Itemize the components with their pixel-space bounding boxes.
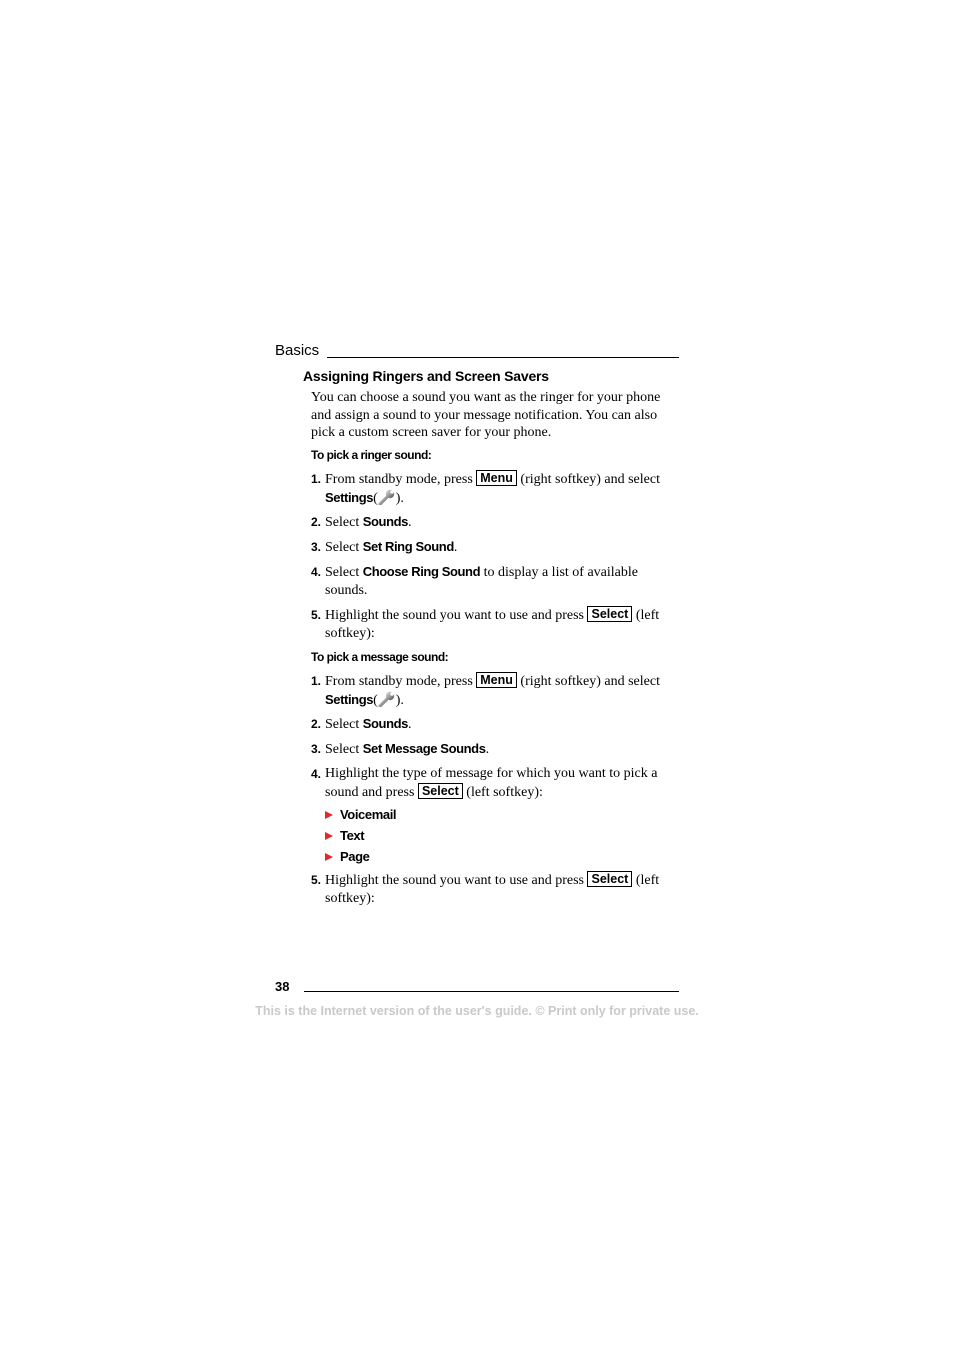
message-heading: To pick a message sound: [311, 650, 449, 664]
step-text: Select [325, 717, 360, 732]
option-voicemail [325, 806, 396, 823]
message-step-4 [311, 765, 681, 802]
select-key: Select [587, 606, 632, 622]
settings-label: Settings [325, 490, 374, 505]
footer-rule [304, 991, 679, 992]
step-number: 5. [311, 873, 322, 887]
step-number: 3. [311, 540, 322, 554]
step-text: (left softkey): [325, 873, 660, 906]
intro-paragraph: You can choose a sound you want as the ringer for your phone and assign a sound to your message notification. You can also pick a custom screen saver for your phone. [311, 390, 661, 440]
step-number: 4. [311, 767, 322, 781]
settings-label: Settings [325, 692, 374, 707]
menu-key: Menu [476, 470, 517, 486]
option-label: Voicemail [340, 807, 397, 822]
step-number: 4. [311, 565, 322, 579]
watermark: This is the Internet version of the user's guide. © Print only for private use. [255, 1004, 699, 1018]
menu-key: Menu [476, 672, 517, 688]
message-step-1 [311, 672, 681, 710]
step-text: Select [325, 742, 360, 757]
select-key: Select [587, 871, 632, 887]
option-text [325, 827, 364, 844]
page-number: 38 [275, 979, 290, 994]
message-step-2 [311, 715, 681, 734]
ringer-step-5 [311, 606, 681, 643]
ringer-heading: To pick a ringer sound: [311, 448, 432, 462]
set-ring-sound-label: Set Ring Sound [362, 539, 454, 554]
triangle-bullet-icon [325, 832, 333, 840]
step-text: ( [373, 693, 378, 708]
step-text: . [407, 717, 412, 732]
option-label: Page [340, 849, 370, 864]
ringer-step-4 [311, 563, 681, 600]
step-text: (left softkey): [325, 608, 660, 641]
section-title: Assigning Ringers and Screen Savers [303, 368, 549, 384]
step-text: . [407, 515, 412, 530]
step-number: 2. [311, 717, 322, 731]
step-text: to display a list of available sounds. [325, 565, 638, 598]
select-key: Select [418, 783, 463, 799]
step-text: From standby mode, press [325, 472, 473, 487]
step-number: 1. [311, 472, 322, 486]
step-text: (right softkey) and select [520, 674, 660, 689]
step-text: Highlight the type of message for which you want to pick a sound and press [325, 766, 658, 800]
step-text: . [485, 742, 490, 757]
step-text: . [453, 540, 458, 555]
step-text: Select [325, 565, 360, 580]
message-step-3 [311, 740, 681, 759]
running-header [275, 341, 679, 361]
ringer-step-1 [311, 470, 681, 508]
step-text: Highlight the sound you want to use and press [325, 608, 584, 623]
set-message-sounds-label: Set Message Sounds [362, 741, 486, 756]
option-page [325, 848, 369, 865]
section-label: Basics [275, 342, 320, 359]
step-text: (left softkey): [466, 785, 543, 800]
ringer-step-3 [311, 538, 681, 557]
ringer-step-2 [311, 513, 681, 532]
header-rule [327, 357, 679, 358]
step-text: (right softkey) and select [520, 472, 660, 487]
step-number: 1. [311, 674, 322, 688]
triangle-bullet-icon [325, 811, 333, 819]
step-text: From standby mode, press [325, 674, 473, 689]
sounds-label: Sounds [362, 716, 408, 731]
triangle-bullet-icon [325, 853, 333, 861]
step-number: 5. [311, 608, 322, 622]
sounds-label: Sounds [362, 514, 408, 529]
option-label: Text [340, 828, 365, 843]
wrench-icon [378, 489, 396, 505]
step-number: 3. [311, 742, 322, 756]
step-number: 2. [311, 515, 322, 529]
step-text: ( [373, 491, 378, 506]
wrench-icon [378, 691, 396, 707]
choose-ring-sound-label: Choose Ring Sound [362, 564, 481, 579]
step-text: Highlight the sound you want to use and press [325, 873, 584, 888]
step-text: ). [395, 491, 404, 506]
step-text: Select [325, 515, 360, 530]
message-step-5 [311, 871, 681, 908]
step-text: Select [325, 540, 360, 555]
step-text: ). [395, 693, 404, 708]
